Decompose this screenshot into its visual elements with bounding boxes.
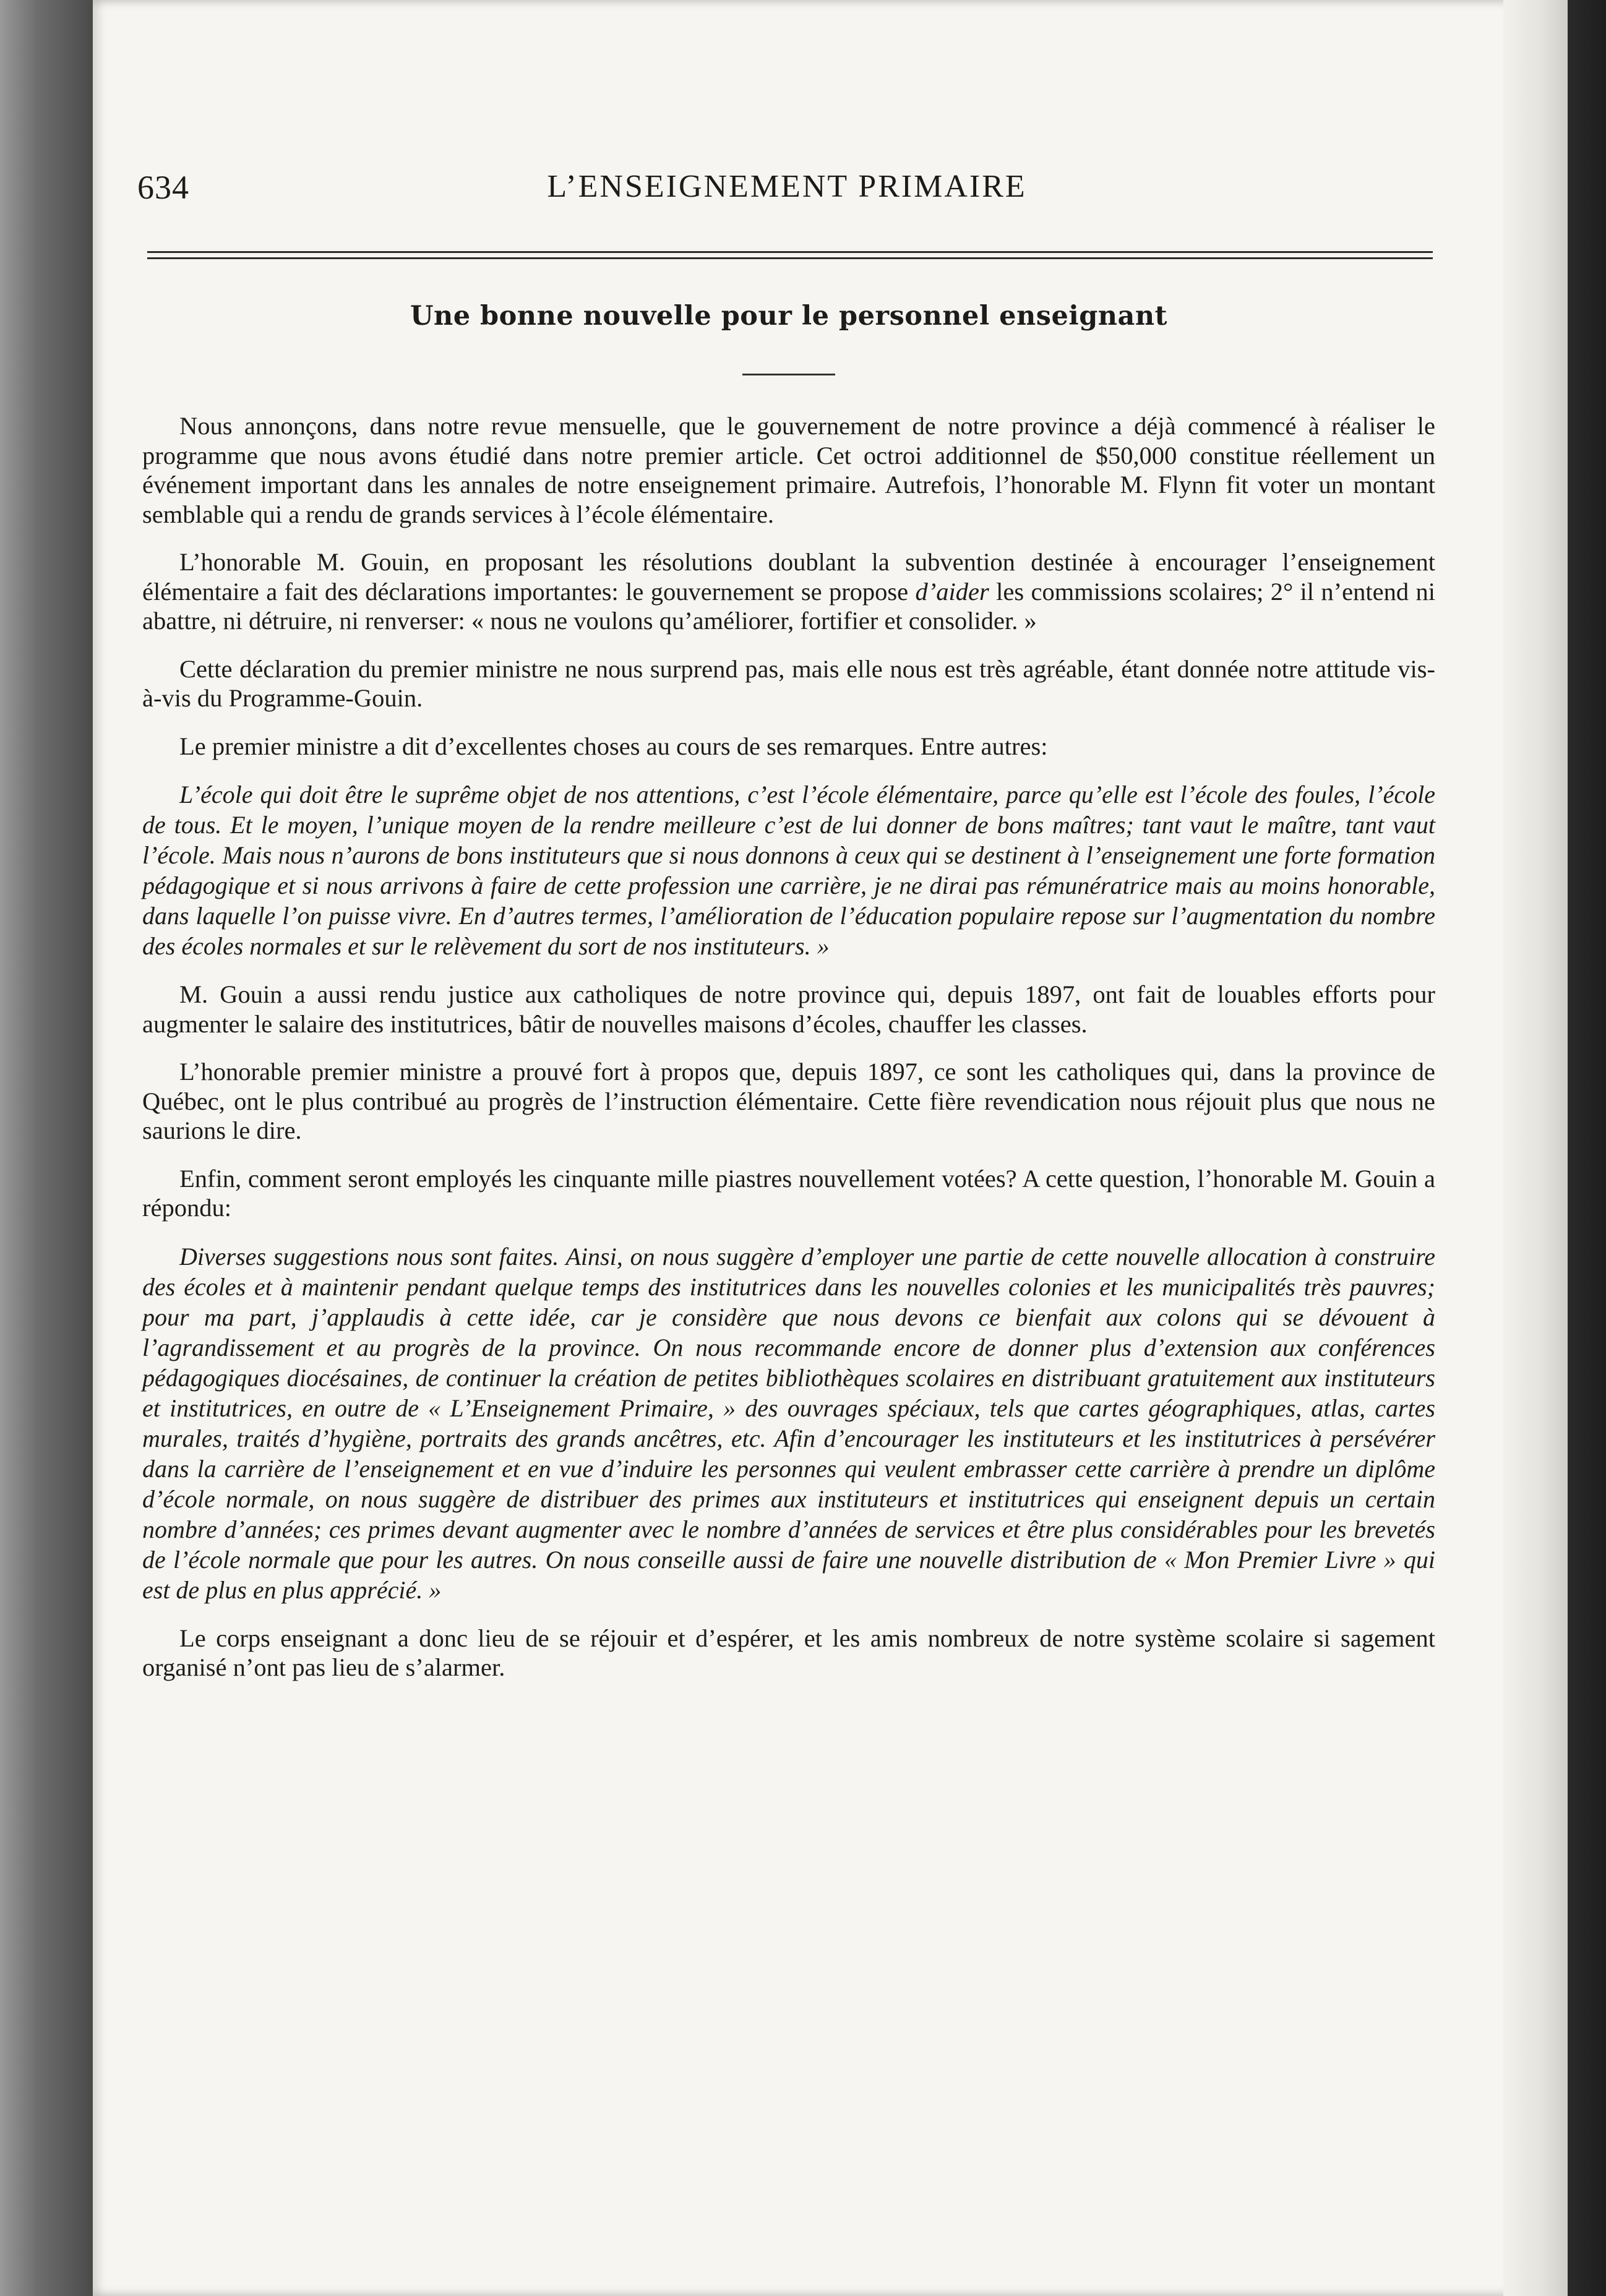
header-rule-bottom bbox=[147, 257, 1433, 259]
paragraph-2-emphasis: d’aider bbox=[915, 577, 989, 606]
quote-1: L’école qui doit être le suprême objet de nos attentions, c’est l’école élémentaire, parce qu’elle est l’école des foules, l’école de tous. Et le moyen, l’unique moyen de la rendre meilleure c’est de lui donner de bons maîtres; tant vaut le maître, tant vaut l’école. Mais nous n’aurons de bons instituteurs que si nous donnons à ceux qui se destinent à l’enseignement une forte formation pédagogique et si nous arrivons à faire de cette profession une carrière, je ne dirai pas rémunératrice mais au moins honorable, dans laquelle l’on puisse vivre. En d’autres termes, l’amélioration de l’éducation populaire repose sur l’augmentation du nombre des écoles normales et sur le relèvement du sort de nos instituteurs. » bbox=[142, 781, 1435, 960]
paragraph-5: M. Gouin a aussi rendu justice aux catholiques de notre province qui, depuis 1897, ont fait de louables efforts pour augmenter le salaire des institutrices, bâtir de nouvelles maisons d’écoles, chauffer les classes. bbox=[142, 980, 1435, 1038]
paragraph-7: Enfin, comment seront employés les cinquante mille piastres nouvellement votées? A cette question, l’honorable M. Gouin a répondu: bbox=[142, 1164, 1435, 1222]
title-divider bbox=[742, 374, 835, 375]
paragraph-3: Cette déclaration du premier ministre ne nous surprend pas, mais elle nous est très agréable, étant donnée notre attitude vis-à-vis du Programme-Gouin. bbox=[142, 654, 1435, 712]
page-edge-shadow bbox=[1503, 0, 1568, 2296]
paragraph-4: Le premier ministre a dit d’excellentes choses au cours de ses remarques. Entre autres: bbox=[179, 732, 1048, 760]
header-rule-top bbox=[147, 251, 1433, 253]
paragraph-6: L’honorable premier ministre a prouvé fort à propos que, depuis 1897, ce sont les catholiques qui, dans la province de Québec, ont le plus contribué au progrès de l’instruction élémentaire. Cette fière revendication nous réjouit plus que nous ne saurions le dire. bbox=[142, 1058, 1435, 1144]
scanner-background-right bbox=[1568, 0, 1606, 2296]
article-title: Une bonne nouvelle pour le personnel enseignant bbox=[410, 301, 1168, 332]
paragraph-2-after: les commissions scolaires; 2° il n’entend ni abattre, ni détruire, ni renverser: « nous ne voulons qu’améliorer, fortifier et consolider. » bbox=[142, 577, 1436, 635]
quote-2: Diverses suggestions nous sont faites. Ainsi, on nous suggère d’employer une partie de cette nouvelle allocation à construire des écoles et à maintenir pendant quelque temps des institutrices dans les nouvelles colonies et les municipalités très pauvres; pour ma part, j’applaudis à cette idée, car je considère que nous devons ce bienfait aux colons qui se dévouent à l’agrandissement et au progrès de la province. On nous recommande encore de donner plus d’extension aux conférences pédagogiques diocésaines, de continuer la création de petites bibliothèques scolaires en distribuant gratuitement aux instituteurs et institutrices, en outre de « L’Enseignement Primaire, » des ouvrages spéciaux, tels que cartes géographiques, atlas, cartes murales, traités d’hygiène, portraits des grands ancêtres, etc. Afin d’encourager les instituteurs et les institutrices à persévérer dans la carrière de l’enseignement et en vue d’induire les personnes qui veulent embrasser cette carrière à prendre un diplôme d’école normale, on nous suggère de distribuer des primes aux instituteurs et institutrices qui enseignent depuis un certain nombre d’années; ces primes devant augmenter avec le nombre d’années de services et être plus considérables pour les brevetés de l’école normale que pour les autres. On nous conseille aussi de faire une nouvelle distribution de « Mon Premier Livre » qui est de plus en plus apprécié. » bbox=[142, 1242, 1435, 1604]
page-number: 634 bbox=[137, 169, 189, 206]
paragraph-2-before: L’honorable M. Gouin, en proposant les résolutions doublant la subvention destinée à encourager l’enseignement élémentaire a fait des déclarations importantes: le gouvernement se propose bbox=[142, 548, 1435, 606]
journal-title: L’ENSEIGNEMENT PRIMAIRE bbox=[547, 169, 1027, 204]
paragraph-1: Nous annonçons, dans notre revue mensuelle, que le gouvernement de notre province a déjà commencé à réaliser le programme que nous avons étudié dans notre premier article. Cet octroi additionnel de $50,000 constitue réellement un événement important dans les annales de notre enseignement primaire. Autrefois, l’honorable M. Flynn fit voter un montant semblable qui a rendu de grands services à l’école élémentaire. bbox=[142, 412, 1435, 528]
article-body bbox=[142, 411, 1435, 1682]
paragraph-8: Le corps enseignant a donc lieu de se réjouir et d’espérer, et les amis nombreux de notre système scolaire si sagement organisé n’ont pas lieu de s’alarmer. bbox=[142, 1624, 1435, 1681]
running-header bbox=[137, 168, 1436, 218]
paragraph-2 bbox=[142, 547, 1435, 636]
article bbox=[142, 291, 1435, 1701]
scanner-background-left bbox=[0, 0, 93, 2296]
